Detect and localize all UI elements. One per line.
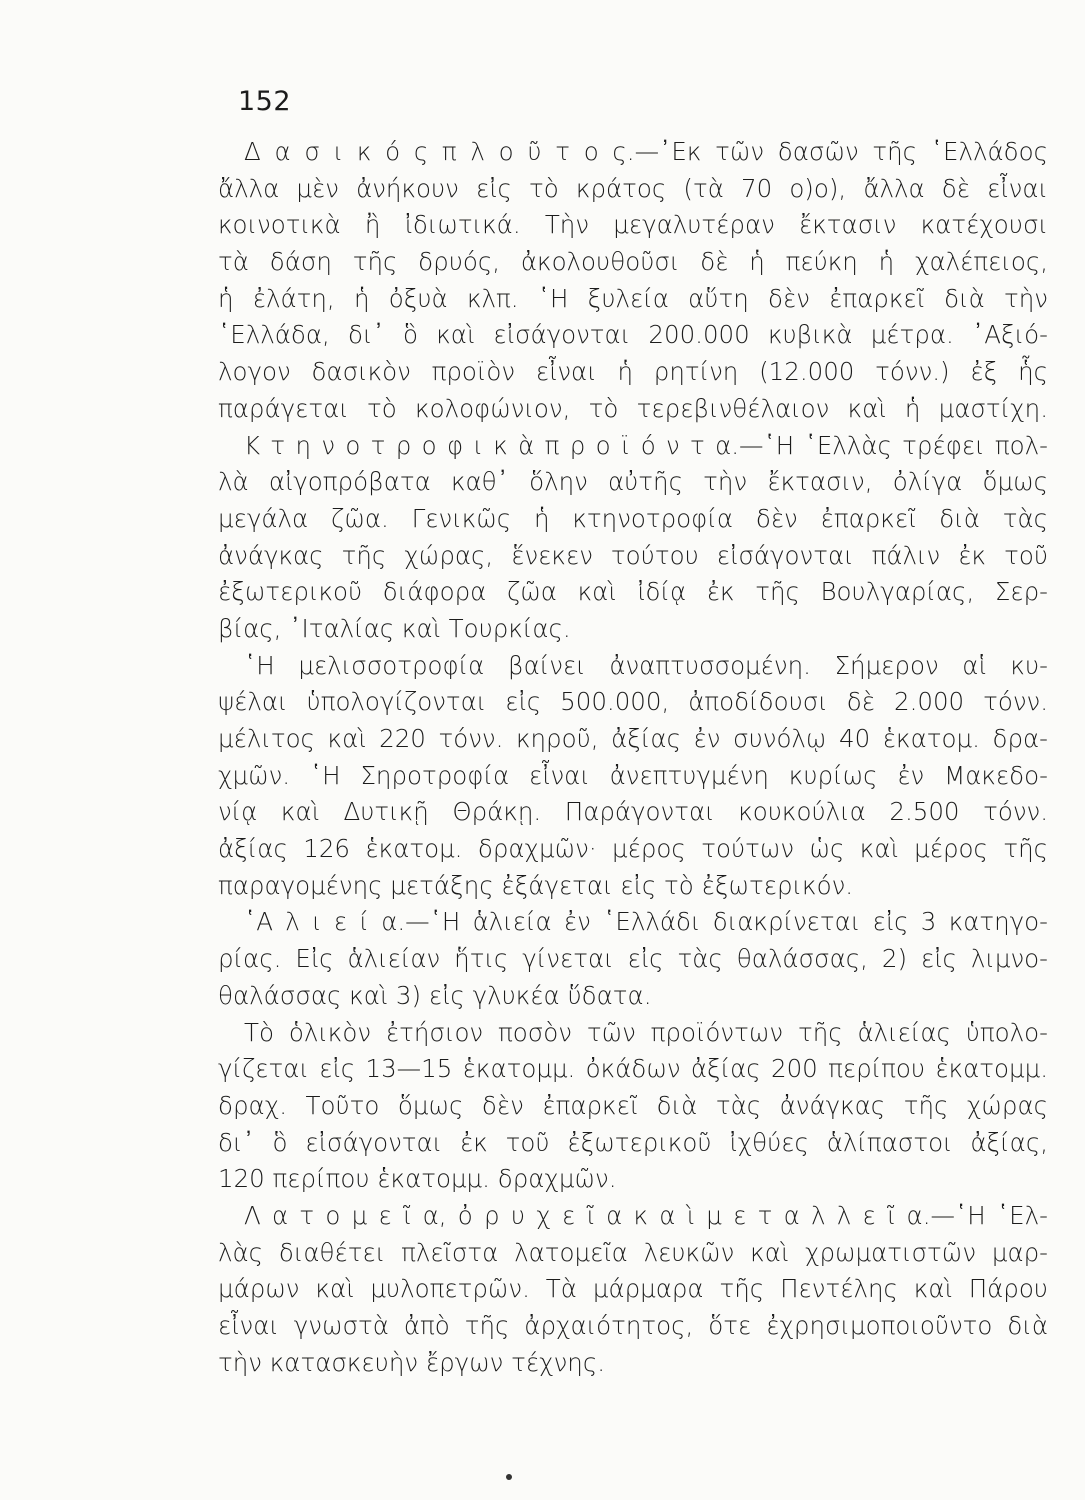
text-line-content: παράγεται τὸ κολοφώνιον, τὸ τερεβινθέλαιον καὶ ἡ μαστίχη. xyxy=(218,393,1048,423)
text-line xyxy=(218,1198,1048,1235)
text-line xyxy=(218,574,1048,611)
text-line-content: μεγάλα ζῶα. Γενικῶς ἡ κτηνοτροφία δὲν ἐπαρκεῖ διὰ τὰς xyxy=(218,503,1048,533)
text-line-content: μάρων καὶ μυλοπετρῶν. Τὰ μάρμαρα τῆς Πεντέλης καὶ Πάρου xyxy=(218,1274,1048,1304)
text-line-content: Κ τ η ν ο τ ρ ο φ ι κ ὰ π ρ ο ϊ ό ν τ α.—῾Η ῾Ελλὰς τρέφει πολ- xyxy=(244,430,1048,460)
text-line-content: Τὸ ὁλικὸν ἐτήσιον ποσὸν τῶν προϊόντων τῆς ἁλιείας ὑπολο- xyxy=(244,1017,1048,1047)
text-line-content: λογον δασικὸν προϊὸν εἶναι ἡ ρητίνη (12.000 τόνν.) ἐξ ἧς xyxy=(218,357,1048,387)
text-line-content: λὰς διαθέτει πλεῖστα λατομεῖα λευκῶν καὶ χρωματιστῶν μαρ- xyxy=(218,1237,1048,1267)
page-number: 152 xyxy=(238,86,292,117)
text-line-content: λὰ αἰγοπρόβατα καθ᾿ ὅλην αὐτῆς τὴν ἔκτασιν, ὀλίγα ὅμως xyxy=(218,467,1048,497)
text-line xyxy=(218,391,1048,428)
text-line-content: χμῶν. ῾Η Σηροτροφία εἶναι ἀνεπτυγμένη κυρίως ἐν Μακεδο- xyxy=(218,760,1048,790)
text-line xyxy=(218,758,1048,795)
text-line xyxy=(218,1235,1048,1272)
text-line xyxy=(218,1308,1048,1345)
text-line-content: τὴν κατασκευὴν ἔργων τέχνης. xyxy=(218,1347,605,1377)
text-line xyxy=(218,281,1048,318)
text-line xyxy=(218,244,1048,281)
text-line xyxy=(218,171,1048,208)
text-line-content: νίᾳ καὶ Δυτικῇ Θράκῃ. Παράγονται κουκούλια 2.500 τόνν. xyxy=(218,797,1048,827)
text-line xyxy=(218,721,1048,758)
text-line xyxy=(218,501,1048,538)
text-line xyxy=(218,794,1048,831)
text-line xyxy=(218,868,1048,905)
text-line xyxy=(218,978,1048,1015)
text-line-content: ἄλλα μὲν ἀνήκουν εἰς τὸ κράτος (τὰ 70 ο)ο), ἄλλα δὲ εἶναι xyxy=(218,173,1048,203)
text-line xyxy=(218,611,1048,648)
text-line xyxy=(218,1051,1048,1088)
print-speck xyxy=(506,1474,512,1480)
text-line-content: ρίας. Εἰς ἁλιείαν ἥτις γίνεται εἰς τὰς θαλάσσας, 2) εἰς λιμνο- xyxy=(218,944,1048,974)
text-line-content: γίζεται εἰς 13—15 ἑκατομμ. ὀκάδων ἀξίας 200 περίπου ἑκατομμ. xyxy=(218,1054,1048,1084)
text-line-content: ἀνάγκας τῆς χώρας, ἕνεκεν τούτου εἰσάγονται πάλιν ἐκ τοῦ xyxy=(218,540,1048,570)
text-line-content: βίας, ᾿Ιταλίας καὶ Τουρκίας. xyxy=(218,613,571,643)
text-line xyxy=(218,538,1048,575)
text-line-content: εἶναι γνωστὰ ἀπὸ τῆς ἀρχαιότητος, ὅτε ἐχρησιμοποιοῦντο διὰ xyxy=(218,1311,1048,1340)
text-line-content: παραγομένης μετάξης ἐξάγεται εἰς τὸ ἐξωτερικόν. xyxy=(218,870,854,900)
text-line xyxy=(218,648,1048,685)
text-line-content: ῾Α λ ι ε ί α.—῾Η ἁλιεία ἐν ῾Ελλάδι διακρίνεται εἰς 3 κατηγο- xyxy=(244,907,1048,937)
text-line xyxy=(218,831,1048,868)
text-line xyxy=(218,354,1048,391)
text-line-content: ἀξίας 126 ἑκατομ. δραχμῶν· μέρος τούτων ὡς καὶ μέρος τῆς xyxy=(218,834,1048,864)
text-line-content: ἡ ἐλάτη, ἡ ὀξυὰ κλπ. ῾Η ξυλεία αὕτη δὲν ἐπαρκεῖ διὰ τὴν xyxy=(218,283,1048,313)
text-line xyxy=(218,904,1048,941)
text-line-content: ῾Η μελισσοτροφία βαίνει ἀναπτυσσομένη. Σήμερον αἱ κυ- xyxy=(244,650,1048,680)
text-line-content: ῾Ελλάδα, δι᾿ ὃ καὶ εἰσάγονται 200.000 κυβικὰ μέτρα. ᾿Αξιό- xyxy=(218,320,1048,350)
text-line-content: δραχ. Τοῦτο ὅμως δὲν ἐπαρκεῖ διὰ τὰς ἀνάγκας τῆς χώρας xyxy=(218,1090,1048,1120)
text-line xyxy=(218,428,1048,465)
text-line-content: μέλιτος καὶ 220 τόνν. κηροῦ, ἀξίας ἐν συνόλῳ 40 ἑκατομ. δρα- xyxy=(218,724,1048,753)
text-line xyxy=(218,464,1048,501)
text-line xyxy=(218,1271,1048,1308)
text-line xyxy=(218,207,1048,244)
text-line xyxy=(218,1125,1048,1162)
text-line xyxy=(218,1015,1048,1052)
text-line-content: 120 περίπου ἑκατομμ. δραχμῶν. xyxy=(218,1164,617,1194)
text-line-content: τὰ δάση τῆς δρυός, ἀκολουθοῦσι δὲ ἡ πεύκη ἡ χαλέπειος, xyxy=(218,247,1048,277)
text-line xyxy=(218,1161,1048,1198)
text-line xyxy=(218,1345,1048,1382)
text-line-content: δι᾿ ὃ εἰσάγονται ἐκ τοῦ ἐξωτερικοῦ ἰχθύες ἁλίπαστοι ἀξίας, xyxy=(218,1127,1048,1157)
text-line xyxy=(218,317,1048,354)
text-line-content: ψέλαι ὑπολογίζονται εἰς 500.000, ἀποδίδουσι δὲ 2.000 τόνν. xyxy=(218,687,1048,717)
body-text xyxy=(218,134,1048,1381)
text-line xyxy=(218,134,1048,171)
text-line-content: θαλάσσας καὶ 3) εἰς γλυκέα ὕδατα. xyxy=(218,980,652,1010)
text-line-content: Δ α σ ι κ ό ς π λ ο ῦ τ ο ς.—᾿Εκ τῶν δασῶν τῆς ῾Ελλάδος xyxy=(244,137,1048,166)
text-line-content: Λ α τ ο μ ε ῖ α, ὀ ρ υ χ ε ῖ α κ α ὶ μ ε τ α λ λ ε ῖ α.—῾Η ῾Ελ- xyxy=(244,1200,1048,1230)
text-line-content: κοινοτικὰ ἢ ἰδιωτικά. Τὴν μεγαλυτέραν ἔκτασιν κατέχουσι xyxy=(218,210,1048,240)
text-line-content: ἐξωτερικοῦ διάφορα ζῶα καὶ ἰδίᾳ ἐκ τῆς Βουλγαρίας, Σερ- xyxy=(218,577,1048,607)
text-line xyxy=(218,941,1048,978)
text-line xyxy=(218,684,1048,721)
text-line xyxy=(218,1088,1048,1125)
